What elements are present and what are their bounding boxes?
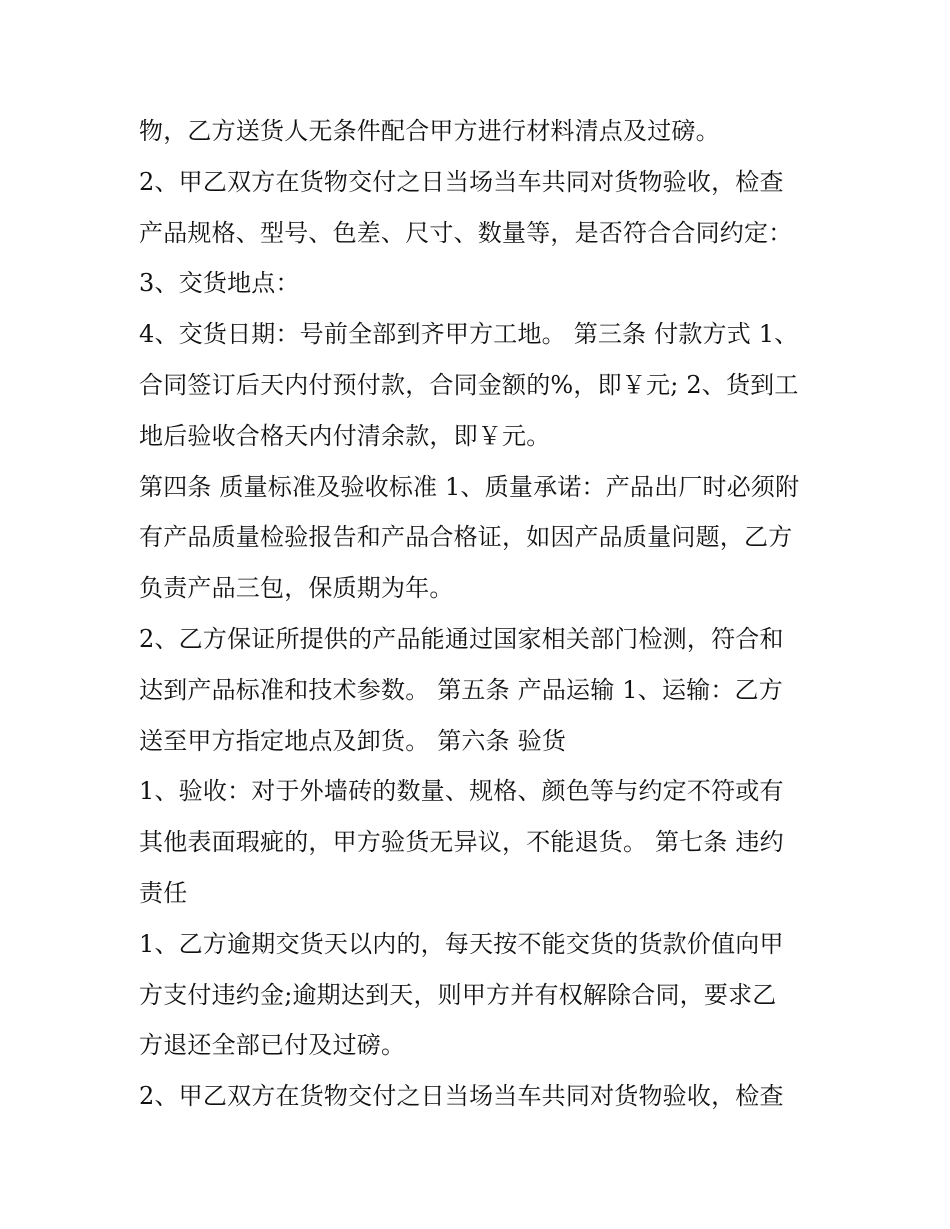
text-line: 有产品质量检验报告和产品合格证，如因产品质量问题，乙方 <box>139 523 793 552</box>
text-line: 4、交货日期：号前全部到齐甲方工地。 第三条 付款方式 1、 <box>139 320 799 349</box>
paragraph <box>139 258 819 309</box>
text-line: 送至甲方指定地点及卸货。 第六条 验货 <box>139 726 567 755</box>
paragraph <box>139 106 819 157</box>
text-line: 责任 <box>139 878 188 907</box>
text-line: 达到产品标准和技术参数。 第五条 产品运输 1、运输：乙方 <box>139 675 783 704</box>
text-line: 2、甲乙双方在货物交付之日当场当车共同对货物验收，检查 <box>139 167 784 196</box>
text-line: 其他表面瑕疵的，甲方验货无异议，不能退货。 第七条 违约 <box>139 828 784 857</box>
text-line: 负责产品三包，保质期为年。 <box>139 574 454 603</box>
text-line: 1、验收：对于外墙砖的数量、规格、颜色等与约定不符或有 <box>139 777 784 806</box>
text-line: 3、交货地点： <box>139 269 300 298</box>
paragraph <box>139 1071 819 1122</box>
text-line: 1、乙方逾期交货天以内的，每天按不能交货的货款价值向甲 <box>139 929 784 958</box>
text-line: 合同签订后天内付预付款，合同金额的%，即￥元; 2、货到工 <box>139 370 799 399</box>
paragraph <box>139 309 819 461</box>
paragraph <box>139 462 819 614</box>
text-line: 方支付违约金;逾期达到天，则甲方并有权解除合同，要求乙 <box>139 980 777 1009</box>
paragraph <box>139 919 819 1071</box>
document-body <box>139 106 819 1122</box>
text-line: 2、甲乙双方在货物交付之日当场当车共同对货物验收，检查 <box>139 1082 784 1111</box>
text-line: 方退还全部已付及过磅。 <box>139 1031 406 1060</box>
paragraph <box>139 766 819 918</box>
text-line: 物，乙方送货人无条件配合甲方进行材料清点及过磅。 <box>139 117 720 145</box>
paragraph <box>139 614 819 766</box>
text-line: 2、乙方保证所提供的产品能通过国家相关部门检测，符合和 <box>139 624 784 653</box>
paragraph <box>139 157 819 259</box>
text-line: 地后验收合格天内付清余款，即￥元。 <box>139 421 551 450</box>
text-line: 产品规格、型号、色差、尺寸、数量等，是否符合合同约定： <box>139 218 793 247</box>
text-line: 第四条 质量标准及验收标准 1、质量承诺：产品出厂时必须附 <box>139 472 800 501</box>
